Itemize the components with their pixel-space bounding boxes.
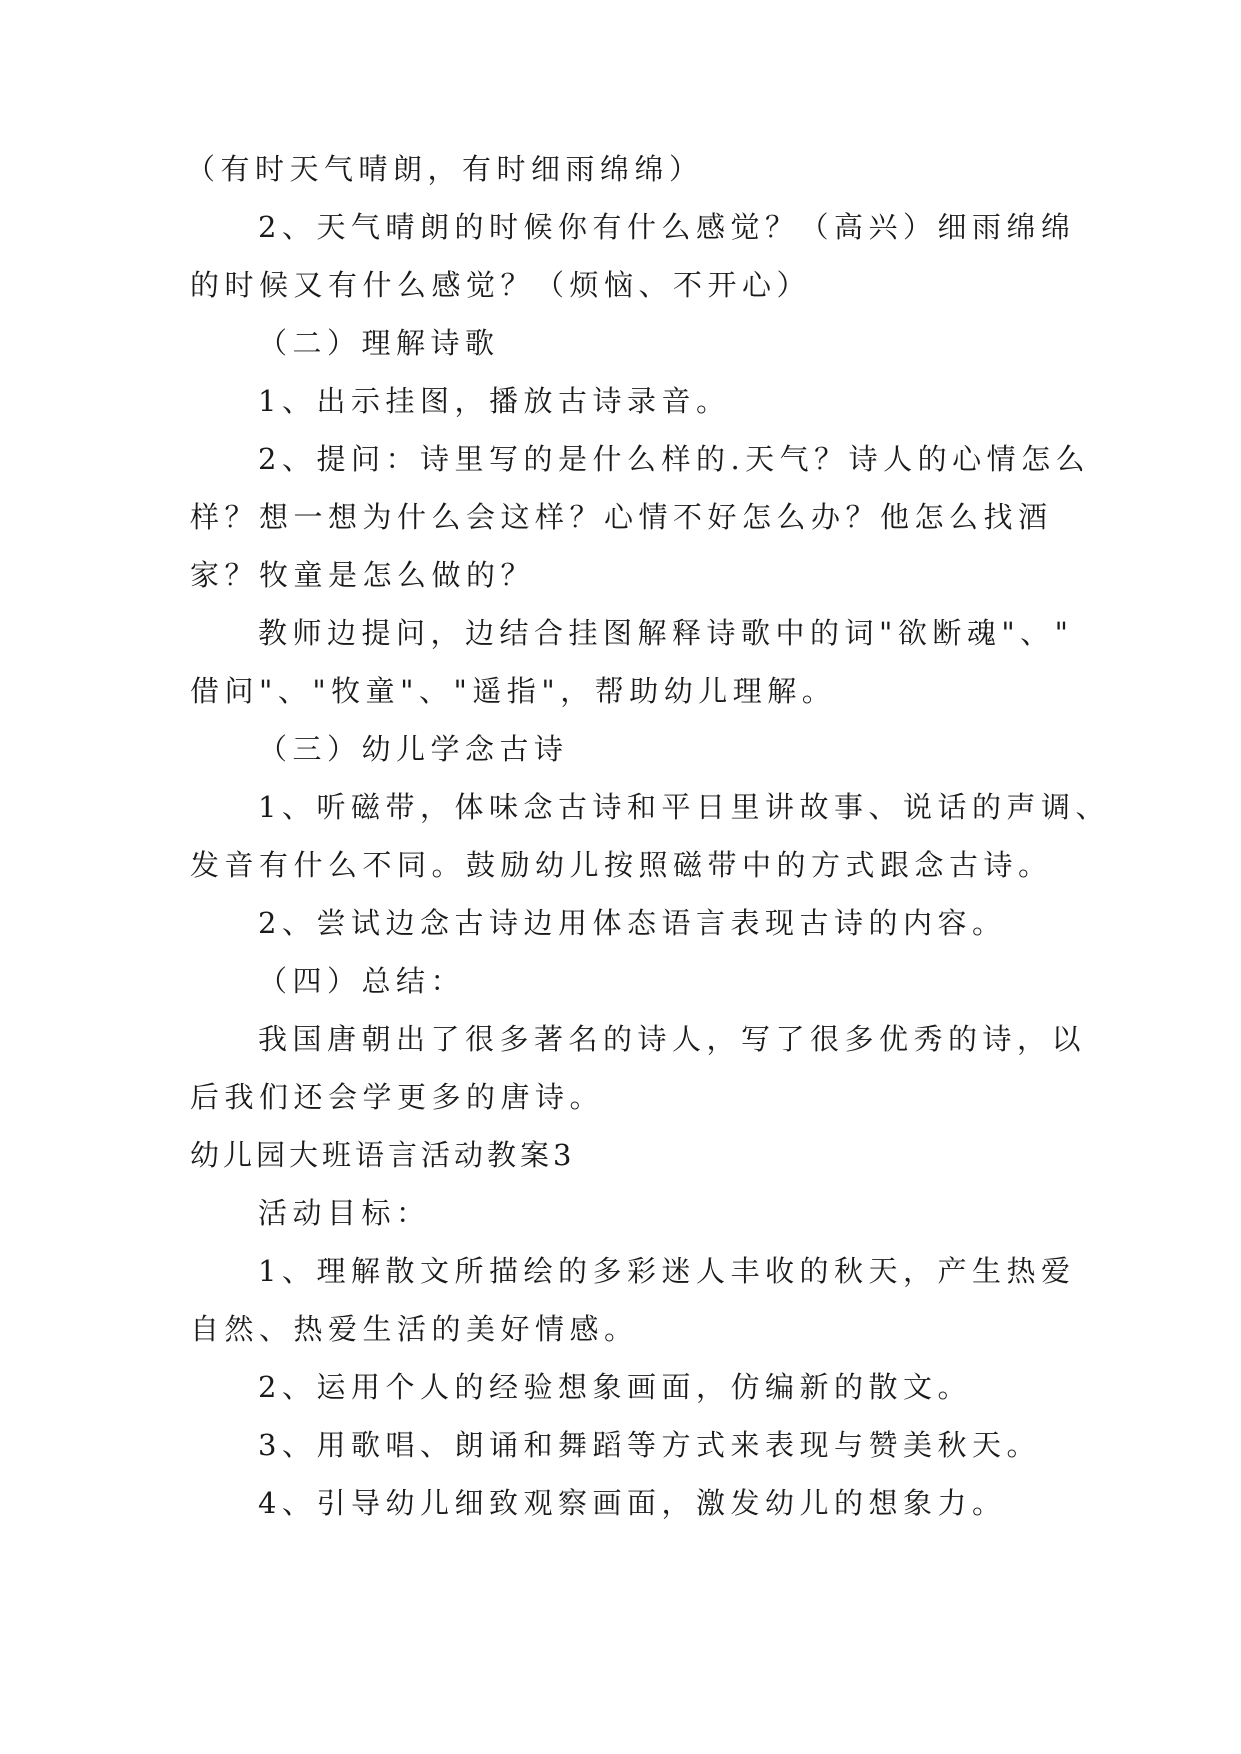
- text-line: 教师边提问，边结合挂图解释诗歌中的词"欲断魂"、": [258, 616, 1074, 650]
- text-line: 1、听磁带，体味念古诗和平日里讲故事、说话的声调、: [258, 790, 1110, 824]
- text-line: 的时候又有什么感觉？（烦恼、不开心）: [190, 268, 812, 302]
- text-line: 2、运用个人的经验想象画面，仿编新的散文。: [258, 1370, 972, 1404]
- text-line: 3、用歌唱、朗诵和舞蹈等方式来表现与赞美秋天。: [258, 1428, 1041, 1462]
- text-line: 借问"、"牧童"、"遥指"，帮助幼儿理解。: [190, 674, 837, 708]
- text-line: 4、引导幼儿细致观察画面，激发幼儿的想象力。: [258, 1486, 1007, 1520]
- text-line: 2、天气晴朗的时候你有什么感觉？（高兴）细雨绵绵: [258, 210, 1076, 244]
- text-line: 我国唐朝出了很多著名的诗人，写了很多优秀的诗，以: [258, 1022, 1087, 1056]
- text-line: 样？想一想为什么会这样？心情不好怎么办？他怎么找酒: [190, 500, 1053, 534]
- section-heading: （四）总结：: [258, 964, 466, 998]
- text-line: 后我们还会学更多的唐诗。: [190, 1080, 605, 1114]
- section-heading: 活动目标：: [258, 1196, 431, 1230]
- section-heading: （二）理解诗歌: [258, 326, 500, 360]
- section-heading: （三）幼儿学念古诗: [258, 732, 569, 766]
- text-line: 2、提问：诗里写的是什么样的.天气？诗人的心情怎么: [258, 442, 1091, 476]
- document-title: 幼儿园大班语言活动教案3: [190, 1138, 576, 1172]
- text-line: 发音有什么不同。鼓励幼儿按照磁带中的方式跟念古诗。: [190, 848, 1053, 882]
- text-line: 自然、热爱生活的美好情感。: [190, 1312, 639, 1346]
- text-line: 家？牧童是怎么做的？: [190, 558, 536, 592]
- text-line: 1、理解散文所描绘的多彩迷人丰收的秋天，产生热爱: [258, 1254, 1076, 1288]
- text-line: 2、尝试边念古诗边用体态语言表现古诗的内容。: [258, 906, 1007, 940]
- text-line: （有时天气晴朗，有时细雨绵绵）: [186, 152, 704, 186]
- text-line: 1、出示挂图，播放古诗录音。: [258, 384, 731, 418]
